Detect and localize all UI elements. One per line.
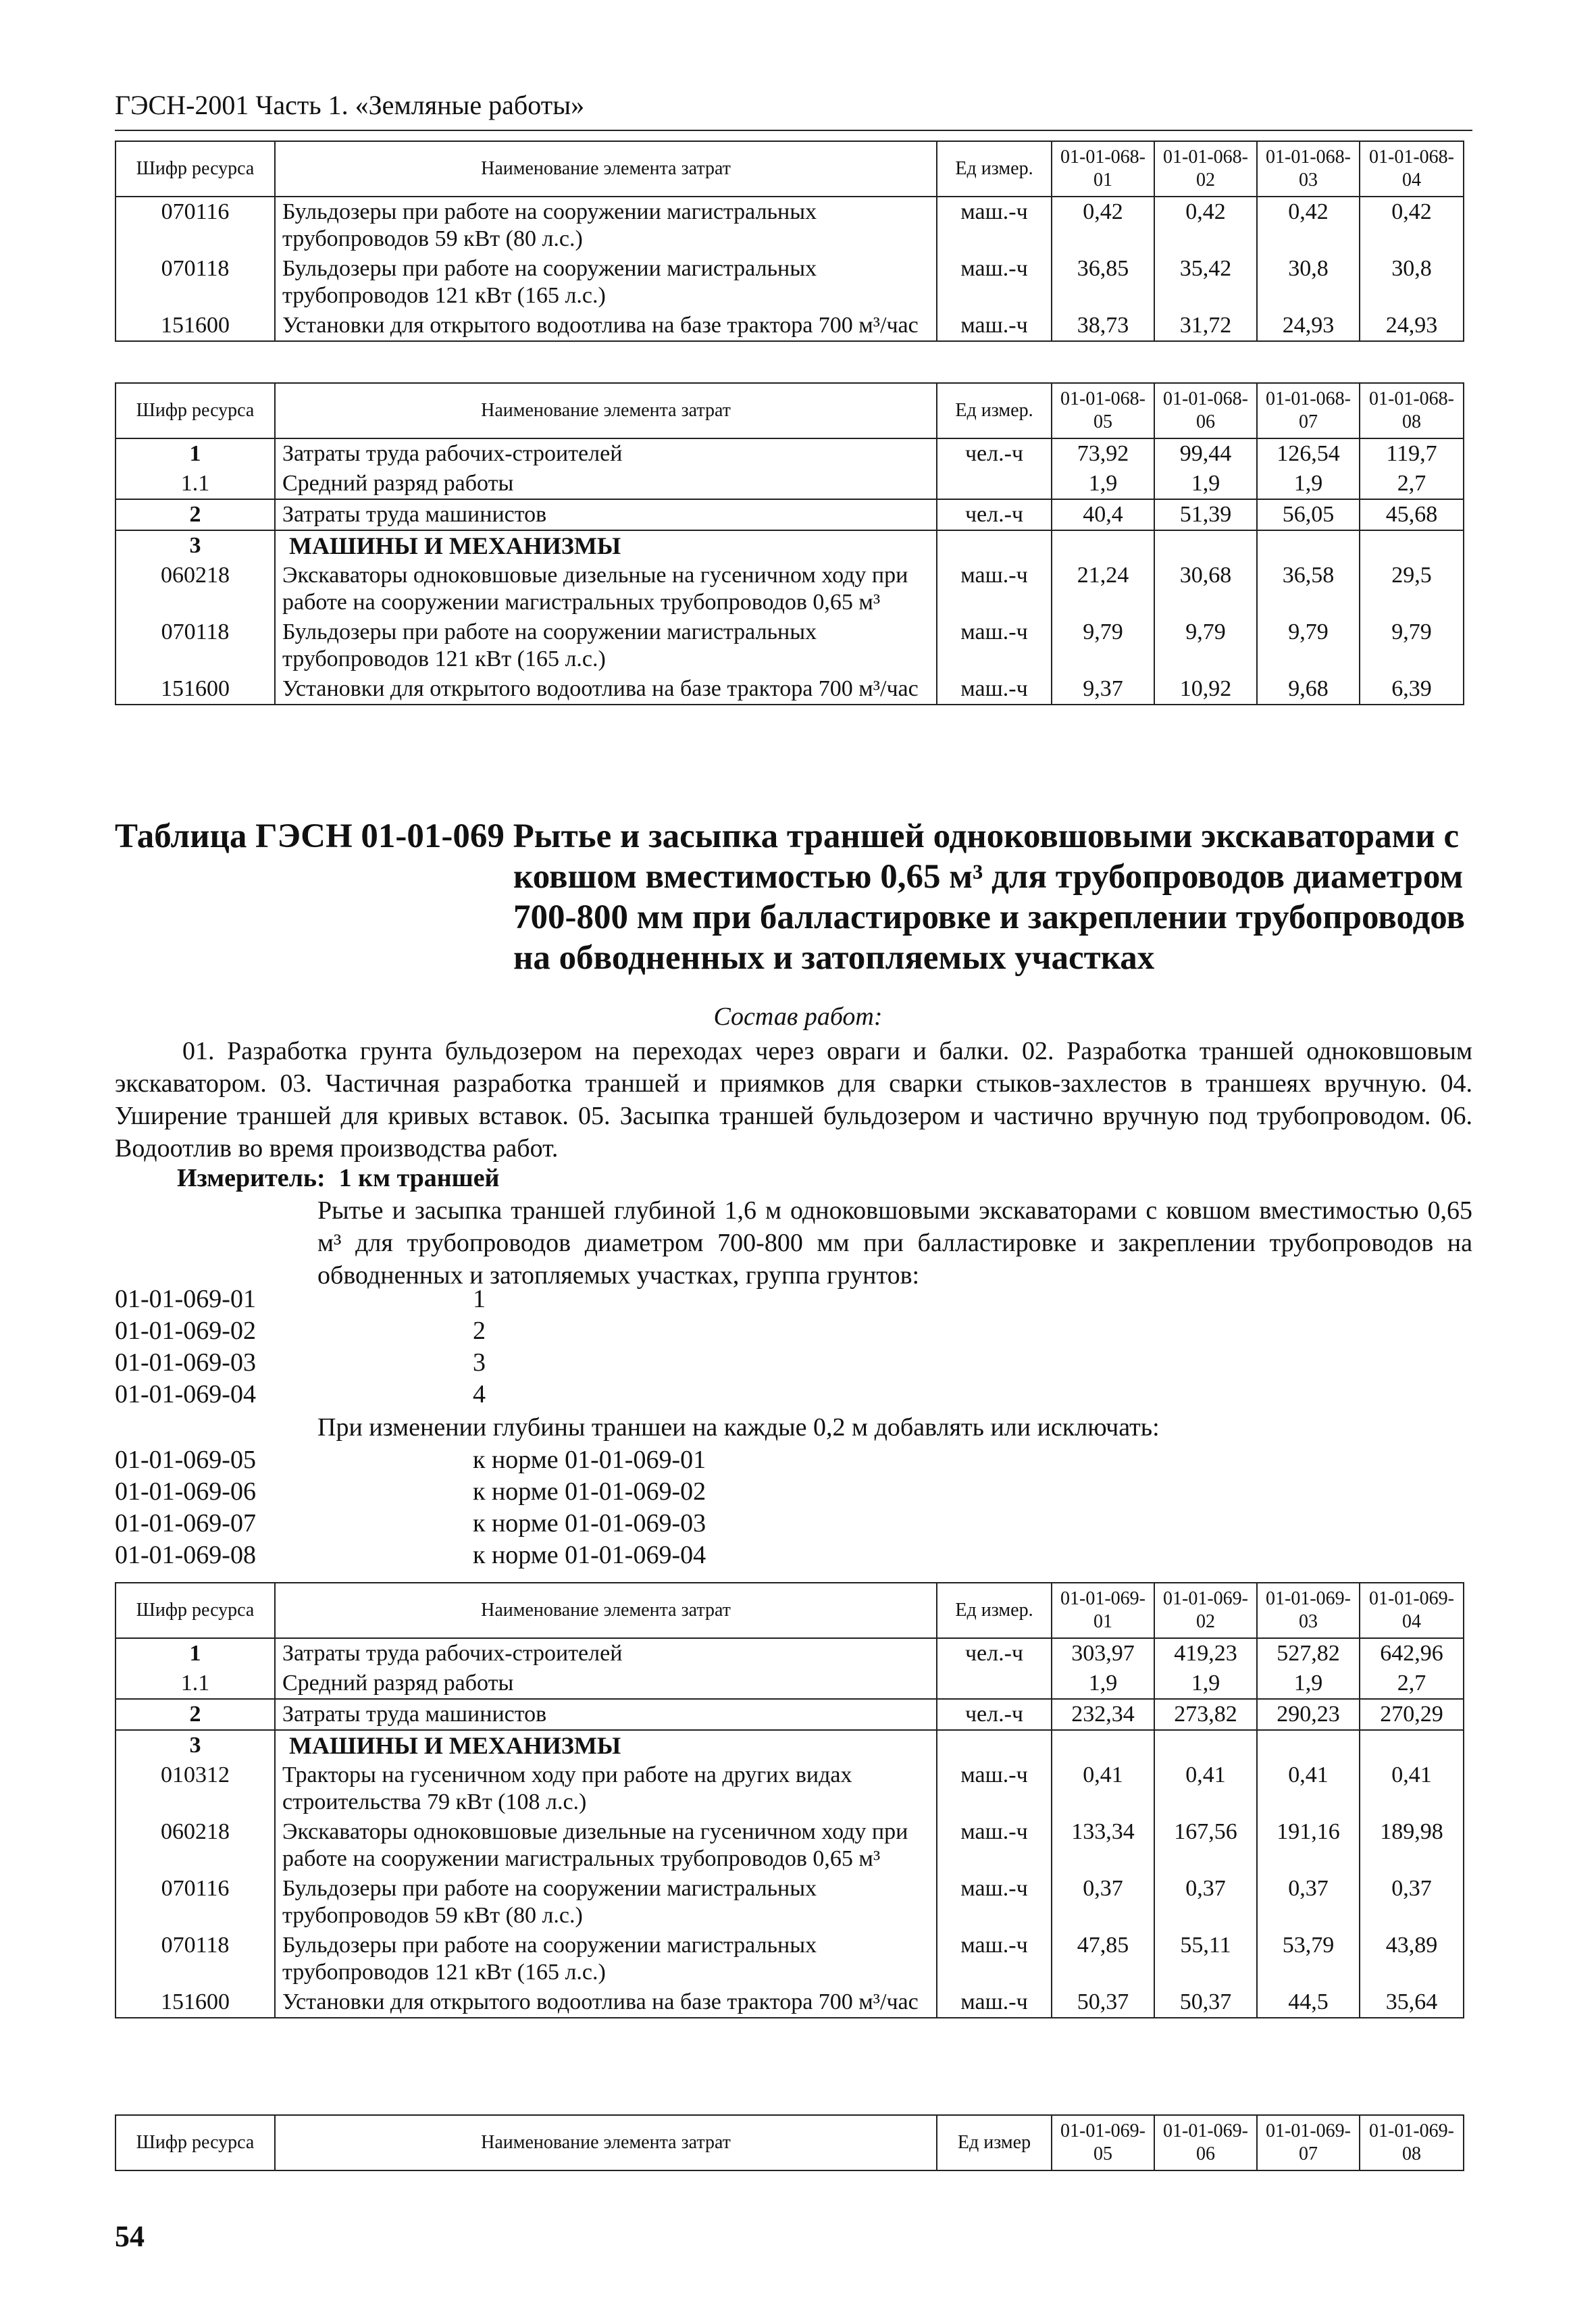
norm-value: 51,39 [1154, 499, 1257, 530]
resource-unit: маш.-ч [937, 1760, 1052, 1817]
norm-value: 0,41 [1154, 1760, 1257, 1817]
norm-value: 35,64 [1360, 1987, 1464, 2018]
table-row [115, 499, 1464, 530]
header-rule [115, 130, 1472, 131]
soil-group: 1 [473, 1285, 486, 1313]
column-header-norm: 01-01-069-01 [1052, 1583, 1154, 1638]
resource-name: Средний разряд работы [275, 469, 937, 499]
norm-value: 44,5 [1257, 1987, 1360, 2018]
table-row [115, 674, 1464, 705]
column-header-name: Наименование элемента затрат [275, 1583, 937, 1638]
norm-value: 0,42 [1154, 197, 1257, 254]
column-header-norm: 01-01-069-07 [1257, 2115, 1360, 2170]
column-header-norm: 01-01-069-08 [1360, 2115, 1464, 2170]
norm-value: 6,39 [1360, 674, 1464, 705]
resource-code: 3 [115, 1730, 275, 1760]
norm-value: 1,9 [1052, 469, 1154, 499]
norm-value [1154, 530, 1257, 561]
norm-table-069-05-08 [115, 2114, 1464, 2171]
norm-value: 30,68 [1154, 561, 1257, 617]
table-title-rest: ковшом вместимостью 0,65 м³ для трубопроводов диаметром 700-800 мм при балластировке и закреплении трубопроводов на обводненных и затопляемых участках [513, 858, 1466, 977]
table-row [115, 1760, 1464, 1817]
resource-name: Установки для открытого водоотлива на базе трактора 700 м³/час [275, 1987, 937, 2018]
resource-code: 2 [115, 1699, 275, 1730]
norm-value: 0,37 [1154, 1874, 1257, 1931]
column-header-norm: 01-01-069-04 [1360, 1583, 1464, 1638]
norm-value [1257, 530, 1360, 561]
norm-code: 01-01-069-06 [115, 1477, 256, 1506]
resource-unit: чел.-ч [937, 1638, 1052, 1669]
column-header-norm: 01-01-069-06 [1154, 2115, 1257, 2170]
resource-code: 151600 [115, 674, 275, 705]
norm-reference: к норме 01-01-069-03 [473, 1509, 706, 1537]
column-header-name: Наименование элемента затрат [275, 383, 937, 438]
norm-value [1154, 1730, 1257, 1760]
column-header-norm: 01-01-069-03 [1257, 1583, 1360, 1638]
table-title-lead: Таблица ГЭСН 01-01-069 Рытье и засыпка траншей одноковшовыми экскаваторами с [115, 817, 1460, 855]
page-number: 54 [115, 2220, 145, 2253]
soil-group: 3 [473, 1348, 486, 1377]
column-header-norm: 01-01-069-05 [1052, 2115, 1154, 2170]
norm-value: 38,73 [1052, 311, 1154, 341]
column-header-code: Шифр ресурса [115, 141, 275, 197]
table-row [115, 197, 1464, 254]
norm-value: 232,34 [1052, 1699, 1154, 1730]
norm-value: 0,37 [1360, 1874, 1464, 1931]
list-item [115, 1315, 1398, 1347]
resource-code: 010312 [115, 1760, 275, 1817]
resource-name: Затраты труда машинистов [275, 499, 937, 530]
table-row [115, 617, 1464, 674]
column-header-unit: Ед измер [937, 2115, 1052, 2170]
norm-value [1360, 1730, 1464, 1760]
list-item [115, 1444, 1398, 1476]
table-row [115, 1931, 1464, 1987]
table-row [115, 1987, 1464, 2018]
norm-value: 273,82 [1154, 1699, 1257, 1730]
norm-value: 50,37 [1154, 1987, 1257, 2018]
table-row [115, 1669, 1464, 1699]
table-header-row [115, 1583, 1464, 1638]
norm-code: 01-01-069-04 [115, 1380, 256, 1408]
resource-code: 1.1 [115, 1669, 275, 1699]
resource-name: Затраты труда машинистов [275, 1699, 937, 1730]
norm-value: 1,9 [1257, 469, 1360, 499]
norm-value [1052, 1730, 1154, 1760]
norm-value: 167,56 [1154, 1817, 1257, 1874]
norm-value: 527,82 [1257, 1638, 1360, 1669]
column-header-norm: 01-01-068-07 [1257, 383, 1360, 438]
table-row [115, 1699, 1464, 1730]
soil-group-list [115, 1283, 1398, 1410]
norm-value: 0,42 [1257, 197, 1360, 254]
norm-value: 21,24 [1052, 561, 1154, 617]
list-item [115, 1283, 1398, 1315]
norm-value: 1,9 [1154, 1669, 1257, 1699]
resource-unit: чел.-ч [937, 499, 1052, 530]
column-header-norm: 01-01-068-06 [1154, 383, 1257, 438]
resource-name: Экскаваторы одноковшовые дизельные на гусеничном ходу при работе на сооружении магистральных трубопроводов 0,65 м³ [275, 1817, 937, 1874]
norm-value: 24,93 [1257, 311, 1360, 341]
norm-value: 0,41 [1257, 1760, 1360, 1817]
column-header-unit: Ед измер. [937, 1583, 1052, 1638]
column-header-code: Шифр ресурса [115, 1583, 275, 1638]
resource-name: Затраты труда рабочих-строителей [275, 438, 937, 469]
composition-text: 01. Разработка грунта бульдозером на переходах через овраги и балки. 02. Разработка траншей одноковшовым экскаватором. 03. Частичная разработка траншей и приямков для сварки стыков-захлестов в траншеях вручную. 04. Уширение траншей для кривых вставок. 05. Засыпка траншей бульдозером и частично вручную под трубопроводом. 06. Водоотлив во время производства работ. [115, 1037, 1472, 1163]
norm-value: 9,68 [1257, 674, 1360, 705]
norm-value: 642,96 [1360, 1638, 1464, 1669]
column-header-code: Шифр ресурса [115, 383, 275, 438]
norm-value: 30,8 [1360, 254, 1464, 311]
depth-change-list [115, 1444, 1398, 1571]
table-row [115, 1638, 1464, 1669]
composition-title: Состав работ: [713, 1002, 883, 1031]
soil-group: 2 [473, 1317, 486, 1345]
norm-value: 35,42 [1154, 254, 1257, 311]
norm-reference: к норме 01-01-069-04 [473, 1541, 706, 1569]
resource-name: Бульдозеры при работе на сооружении магистральных трубопроводов 121 кВт (165 л.с.) [275, 254, 937, 311]
resource-code: 070116 [115, 1874, 275, 1931]
norm-value: 0,37 [1257, 1874, 1360, 1931]
norm-value: 1,9 [1257, 1669, 1360, 1699]
measure-value: 1 км траншей [338, 1164, 500, 1192]
resource-unit: маш.-ч [937, 1817, 1052, 1874]
soil-group: 4 [473, 1380, 486, 1408]
resource-unit [937, 1669, 1052, 1699]
norm-value: 9,79 [1257, 617, 1360, 674]
norm-code: 01-01-069-07 [115, 1509, 256, 1537]
table-row [115, 530, 1464, 561]
resource-name: Бульдозеры при работе на сооружении магистральных трубопроводов 121 кВт (165 л.с.) [275, 1931, 937, 1987]
norm-code: 01-01-069-02 [115, 1317, 256, 1345]
norm-value: 133,34 [1052, 1817, 1154, 1874]
norm-value [1360, 530, 1464, 561]
table-row [115, 469, 1464, 499]
column-header-norm: 01-01-068-03 [1257, 141, 1360, 197]
norm-value: 43,89 [1360, 1931, 1464, 1987]
resource-code: 070118 [115, 617, 275, 674]
norm-value: 29,5 [1360, 561, 1464, 617]
norm-table-068-01-04 [115, 141, 1464, 342]
column-header-norm: 01-01-068-04 [1360, 141, 1464, 197]
running-header: ГЭСН-2001 Часть 1. «Земляные работы» [115, 90, 585, 120]
norm-value: 1,9 [1052, 1669, 1154, 1699]
column-header-unit: Ед измер. [937, 141, 1052, 197]
section-heading: МАШИНЫ И МЕХАНИЗМЫ [275, 1730, 937, 1760]
table-row [115, 1730, 1464, 1760]
norm-value [1257, 1730, 1360, 1760]
list-item [115, 1347, 1398, 1379]
norm-table-069-01-04 [115, 1582, 1464, 2018]
table-row [115, 438, 1464, 469]
measure-label: Измеритель: [177, 1164, 326, 1192]
norm-value: 119,7 [1360, 438, 1464, 469]
norm-value: 9,37 [1052, 674, 1154, 705]
resource-code: 070118 [115, 1931, 275, 1987]
resource-name: Установки для открытого водоотлива на базе трактора 700 м³/час [275, 674, 937, 705]
column-header-name: Наименование элемента затрат [275, 141, 937, 197]
norm-code: 01-01-069-05 [115, 1446, 256, 1474]
norm-value: 419,23 [1154, 1638, 1257, 1669]
column-header-unit: Ед измер. [937, 383, 1052, 438]
resource-unit: чел.-ч [937, 438, 1052, 469]
resource-unit: маш.-ч [937, 254, 1052, 311]
resource-code: 060218 [115, 561, 275, 617]
resource-unit: маш.-ч [937, 561, 1052, 617]
resource-code: 151600 [115, 311, 275, 341]
resource-unit [937, 469, 1052, 499]
norm-value: 191,16 [1257, 1817, 1360, 1874]
resource-unit: маш.-ч [937, 1874, 1052, 1931]
column-header-code: Шифр ресурса [115, 2115, 275, 2170]
norm-code: 01-01-069-03 [115, 1348, 256, 1377]
resource-name: Тракторы на гусеничном ходу при работе на других видах строительства 79 кВт (108 л.с.) [275, 1760, 937, 1817]
norm-value [1052, 530, 1154, 561]
column-header-norm: 01-01-068-08 [1360, 383, 1464, 438]
norm-description: Рытье и засыпка траншей глубиной 1,6 м одноковшовыми экскаваторами с ковшом вместимостью 0,65 м³ для трубопроводов диаметром 700-800 мм при балластировке и закреплении трубопроводов на обводненных и затопляемых участках, группа грунтов: [317, 1196, 1472, 1290]
list-item [115, 1508, 1398, 1540]
norm-value: 55,11 [1154, 1931, 1257, 1987]
norm-value: 0,41 [1360, 1760, 1464, 1817]
norm-value: 0,37 [1052, 1874, 1154, 1931]
resource-code: 1 [115, 1638, 275, 1669]
list-item [115, 1476, 1398, 1508]
norm-value: 30,8 [1257, 254, 1360, 311]
norm-value: 0,41 [1052, 1760, 1154, 1817]
resource-code: 070118 [115, 254, 275, 311]
norm-value: 36,85 [1052, 254, 1154, 311]
norm-code: 01-01-069-01 [115, 1285, 256, 1313]
resource-code: 1 [115, 438, 275, 469]
resource-name: Бульдозеры при работе на сооружении магистральных трубопроводов 59 кВт (80 л.с.) [275, 1874, 937, 1931]
norm-value: 40,4 [1052, 499, 1154, 530]
norm-value: 73,92 [1052, 438, 1154, 469]
resource-code: 2 [115, 499, 275, 530]
norm-value: 24,93 [1360, 311, 1464, 341]
measure-line [177, 1163, 499, 1194]
resource-name: Бульдозеры при работе на сооружении магистральных трубопроводов 121 кВт (165 л.с.) [275, 617, 937, 674]
table-header-row [115, 141, 1464, 197]
norm-value: 50,37 [1052, 1987, 1154, 2018]
norm-value: 10,92 [1154, 674, 1257, 705]
resource-unit: маш.-ч [937, 1987, 1052, 2018]
norm-value: 9,79 [1154, 617, 1257, 674]
norm-value: 0,42 [1052, 197, 1154, 254]
table-row [115, 1817, 1464, 1874]
resource-unit: маш.-ч [937, 197, 1052, 254]
resource-unit: маш.-ч [937, 617, 1052, 674]
table-row [115, 311, 1464, 341]
resource-code: 070116 [115, 197, 275, 254]
table-row [115, 254, 1464, 311]
resource-unit: маш.-ч [937, 1931, 1052, 1987]
norm-value: 47,85 [1052, 1931, 1154, 1987]
resource-code: 151600 [115, 1987, 275, 2018]
resource-name: Средний разряд работы [275, 1669, 937, 1699]
norm-value: 126,54 [1257, 438, 1360, 469]
column-header-norm: 01-01-069-02 [1154, 1583, 1257, 1638]
norm-value: 53,79 [1257, 1931, 1360, 1987]
norm-value: 36,58 [1257, 561, 1360, 617]
norm-value: 1,9 [1154, 469, 1257, 499]
norm-table-068-05-08 [115, 382, 1464, 705]
norm-value: 45,68 [1360, 499, 1464, 530]
resource-code: 1.1 [115, 469, 275, 499]
table-header-row [115, 2115, 1464, 2170]
norm-reference: к норме 01-01-069-01 [473, 1446, 706, 1474]
depth-change-note: При изменении глубины траншеи на каждые 0,2 м добавлять или исключать: [317, 1413, 1160, 1442]
resource-name: Затраты труда рабочих-строителей [275, 1638, 937, 1669]
norm-code: 01-01-069-08 [115, 1541, 256, 1569]
norm-value: 270,29 [1360, 1699, 1464, 1730]
resource-unit: маш.-ч [937, 311, 1052, 341]
section-heading: МАШИНЫ И МЕХАНИЗМЫ [275, 530, 937, 561]
norm-value: 56,05 [1257, 499, 1360, 530]
norm-value: 189,98 [1360, 1817, 1464, 1874]
norm-value: 9,79 [1360, 617, 1464, 674]
column-header-name: Наименование элемента затрат [275, 2115, 937, 2170]
norm-value: 9,79 [1052, 617, 1154, 674]
norm-value: 290,23 [1257, 1699, 1360, 1730]
resource-unit [937, 1730, 1052, 1760]
table-row [115, 1874, 1464, 1931]
table-title [115, 816, 1479, 978]
norm-reference: к норме 01-01-069-02 [473, 1477, 706, 1506]
resource-unit [937, 530, 1052, 561]
column-header-norm: 01-01-068-02 [1154, 141, 1257, 197]
norm-value: 31,72 [1154, 311, 1257, 341]
table-header-row [115, 383, 1464, 438]
column-header-norm: 01-01-068-01 [1052, 141, 1154, 197]
list-item [115, 1540, 1398, 1571]
resource-code: 060218 [115, 1817, 275, 1874]
resource-unit: чел.-ч [937, 1699, 1052, 1730]
norm-value: 2,7 [1360, 469, 1464, 499]
column-header-norm: 01-01-068-05 [1052, 383, 1154, 438]
norm-value: 0,42 [1360, 197, 1464, 254]
resource-name: Установки для открытого водоотлива на базе трактора 700 м³/час [275, 311, 937, 341]
resource-unit: маш.-ч [937, 674, 1052, 705]
resource-name: Бульдозеры при работе на сооружении магистральных трубопроводов 59 кВт (80 л.с.) [275, 197, 937, 254]
list-item [115, 1379, 1398, 1410]
table-row [115, 561, 1464, 617]
norm-value: 99,44 [1154, 438, 1257, 469]
norm-value: 303,97 [1052, 1638, 1154, 1669]
norm-value: 2,7 [1360, 1669, 1464, 1699]
resource-name: Экскаваторы одноковшовые дизельные на гусеничном ходу при работе на сооружении магистральных трубопроводов 0,65 м³ [275, 561, 937, 617]
resource-code: 3 [115, 530, 275, 561]
